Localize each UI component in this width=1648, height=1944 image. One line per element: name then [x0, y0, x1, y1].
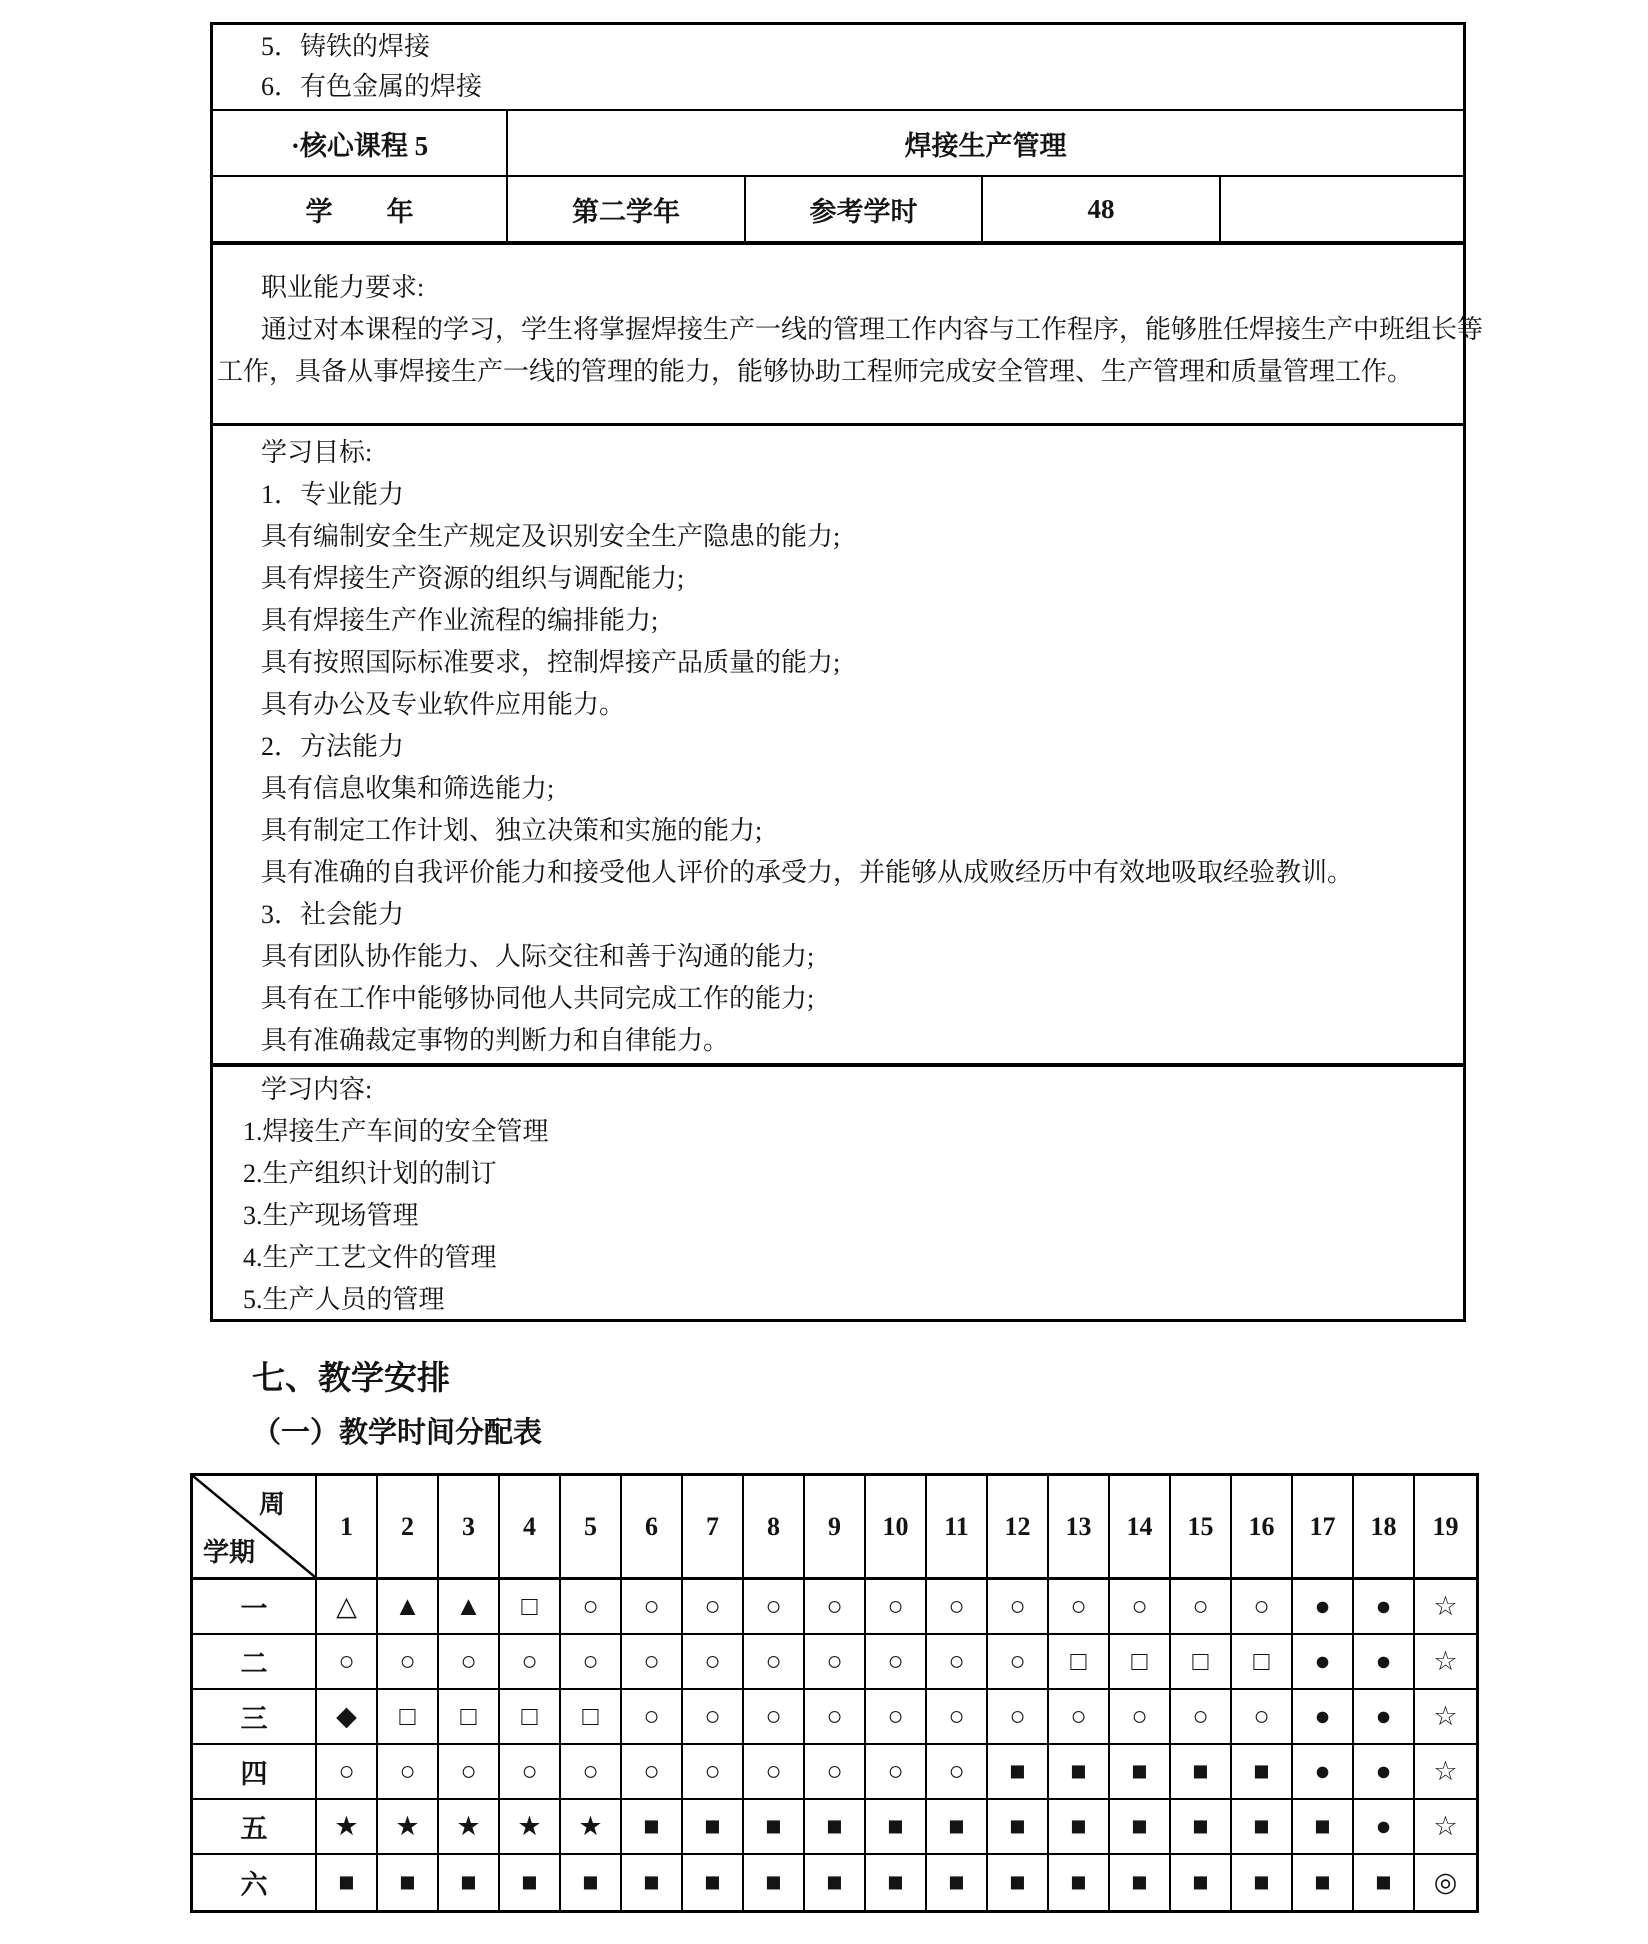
content-item: 2.生产组织计划的制订: [243, 1159, 497, 1188]
schedule-symbol: ○: [1232, 1690, 1293, 1745]
schedule-symbol: ■: [1232, 1745, 1293, 1800]
goal-line: 具有准确的自我评价能力和接受他人评价的承受力，并能够从成败经历中有效地吸取经验教训。: [261, 858, 1354, 887]
corner-cell: [193, 1476, 317, 1580]
schedule-symbol: ■: [561, 1855, 622, 1910]
schedule-symbol: ○: [1049, 1690, 1110, 1745]
week-number: 13: [1049, 1476, 1110, 1580]
goal-line: 具有编制安全生产规定及识别安全生产隐患的能力;: [261, 522, 841, 551]
schedule-symbol: ○: [1171, 1690, 1232, 1745]
schedule-symbol: ○: [866, 1690, 927, 1745]
hours-value: 48: [983, 177, 1221, 241]
schedule-symbol: ○: [866, 1635, 927, 1690]
schedule-symbol: ○: [317, 1635, 378, 1690]
schedule-symbol: ○: [805, 1745, 866, 1800]
week-number: 10: [866, 1476, 927, 1580]
schedule-symbol: ★: [561, 1800, 622, 1855]
schedule-symbol: ■: [744, 1800, 805, 1855]
year-row: [213, 175, 1463, 241]
contents-heading: 学习内容:: [261, 1075, 373, 1104]
schedule-symbol: ○: [378, 1635, 439, 1690]
week-number: 1: [317, 1476, 378, 1580]
schedule-symbol: ○: [805, 1690, 866, 1745]
semester-label: 四: [193, 1745, 317, 1800]
schedule-symbol: ●: [1354, 1745, 1415, 1800]
week-number: 6: [622, 1476, 683, 1580]
schedule-symbol: ○: [622, 1745, 683, 1800]
schedule-symbol: ■: [1232, 1855, 1293, 1910]
goal-line: 具有准确裁定事物的判断力和自律能力。: [261, 1026, 730, 1055]
schedule-symbol: ■: [1171, 1745, 1232, 1800]
schedule-symbol: ○: [988, 1580, 1049, 1635]
schedule-symbol: ○: [744, 1690, 805, 1745]
schedule-symbol: ■: [683, 1800, 744, 1855]
semester-label: 一: [193, 1580, 317, 1635]
schedule-symbol: □: [1232, 1635, 1293, 1690]
schedule-symbol: ○: [500, 1745, 561, 1800]
semester-label: 五: [193, 1800, 317, 1855]
schedule-symbol: ○: [561, 1635, 622, 1690]
schedule-symbol: ■: [988, 1745, 1049, 1800]
goal-line: 具有信息收集和筛选能力;: [261, 774, 555, 803]
schedule-symbol: ▲: [378, 1580, 439, 1635]
requirements-line: 通过对本课程的学习，学生将掌握焊接生产一线的管理工作内容与工作程序，能够胜任焊接生产中班组长等: [261, 315, 1484, 344]
week-number: 8: [744, 1476, 805, 1580]
schedule-symbol: ○: [927, 1580, 988, 1635]
schedule-symbol: ☆: [1415, 1635, 1476, 1690]
semester-axis-label: 学期: [203, 1538, 256, 1567]
schedule-symbol: ■: [1354, 1855, 1415, 1910]
week-number: 14: [1110, 1476, 1171, 1580]
schedule-symbol: ●: [1293, 1580, 1354, 1635]
goals-cell: [213, 423, 1463, 1063]
week-number: 2: [378, 1476, 439, 1580]
schedule-symbol: □: [378, 1690, 439, 1745]
schedule-symbol: ○: [988, 1635, 1049, 1690]
schedule-symbol: △: [317, 1580, 378, 1635]
schedule-symbol: ■: [1171, 1855, 1232, 1910]
week-number: 16: [1232, 1476, 1293, 1580]
schedule-symbol: ■: [1110, 1855, 1171, 1910]
week-number: 12: [988, 1476, 1049, 1580]
content-item: 1.焊接生产车间的安全管理: [243, 1117, 549, 1146]
goal-line: 3．社会能力: [261, 900, 405, 929]
schedule-symbol: ●: [1354, 1580, 1415, 1635]
schedule-symbol: ○: [1049, 1580, 1110, 1635]
schedule-symbol: ■: [927, 1800, 988, 1855]
week-number: 4: [500, 1476, 561, 1580]
goal-line: 具有按照国际标准要求，控制焊接产品质量的能力;: [261, 648, 841, 677]
schedule-symbol: ○: [683, 1690, 744, 1745]
requirements-heading: 职业能力要求:: [261, 273, 425, 302]
schedule-symbol: ●: [1354, 1635, 1415, 1690]
schedule-symbol: ■: [500, 1855, 561, 1910]
schedule-symbol: ■: [744, 1855, 805, 1910]
schedule-symbol: ■: [866, 1855, 927, 1910]
goal-line: 具有在工作中能够协同他人共同完成工作的能力;: [261, 984, 815, 1013]
year-label: 学 年: [213, 177, 508, 241]
schedule-symbol: □: [439, 1690, 500, 1745]
schedule-symbol: ☆: [1415, 1690, 1476, 1745]
course-table: [210, 22, 1484, 1322]
schedule-symbol: ○: [1232, 1580, 1293, 1635]
schedule-symbol: ○: [927, 1690, 988, 1745]
schedule-symbol: ■: [1110, 1800, 1171, 1855]
course-header-row: [213, 109, 1463, 175]
schedule-symbol: ○: [744, 1635, 805, 1690]
schedule-symbol: ○: [805, 1580, 866, 1635]
week-axis-label: 周: [259, 1490, 286, 1519]
schedule-symbol: ■: [1232, 1800, 1293, 1855]
schedule-symbol: ○: [378, 1745, 439, 1800]
schedule-symbol: ■: [1049, 1745, 1110, 1800]
schedule-symbol: ●: [1354, 1690, 1415, 1745]
schedule-symbol: ■: [1049, 1800, 1110, 1855]
schedule-symbol: □: [500, 1580, 561, 1635]
schedule-symbol: ▲: [439, 1580, 500, 1635]
contents-list: [213, 1111, 1463, 1321]
content-item: 3.生产现场管理: [243, 1201, 419, 1230]
week-number: 15: [1171, 1476, 1232, 1580]
schedule-symbol: ○: [927, 1745, 988, 1800]
schedule-symbol: ○: [927, 1635, 988, 1690]
schedule-symbol: ■: [988, 1855, 1049, 1910]
schedule-symbol: ○: [622, 1635, 683, 1690]
goal-line: 具有焊接生产作业流程的编排能力;: [261, 606, 659, 635]
goal-line: 具有办公及专业软件应用能力。: [261, 690, 626, 719]
schedule-symbol: ○: [683, 1635, 744, 1690]
contents-cell: [213, 1063, 1463, 1319]
schedule-symbol: ○: [622, 1690, 683, 1745]
requirements-cell: [213, 241, 1484, 423]
schedule-symbol: ○: [866, 1580, 927, 1635]
schedule-symbol: ■: [1049, 1855, 1110, 1910]
schedule-symbol: ●: [1354, 1800, 1415, 1855]
schedule-symbol: ■: [622, 1855, 683, 1910]
hours-label: 参考学时: [746, 177, 983, 241]
schedule-symbol: ◎: [1433, 1867, 1458, 1897]
course-item-line: 5．铸铁的焊接: [261, 32, 431, 61]
course-title: 焊接生产管理: [904, 130, 1067, 161]
schedule-symbol: ■: [1293, 1855, 1354, 1910]
schedule-symbol: ○: [683, 1580, 744, 1635]
schedule-symbol: ■: [622, 1800, 683, 1855]
requirements-line: 工作，具备从事焊接生产一线的管理的能力，能够协助工程师完成安全管理、生产管理和质量管理工作。: [217, 357, 1414, 386]
goal-line: 学习目标:: [261, 438, 373, 467]
schedule-symbol: ○: [622, 1580, 683, 1635]
goal-line: 具有团队协作能力、人际交往和善于沟通的能力;: [261, 942, 815, 971]
schedule-symbol: ■: [1171, 1800, 1232, 1855]
schedule-symbol: ○: [561, 1580, 622, 1635]
goal-line: 具有焊接生产资源的组织与调配能力;: [261, 564, 685, 593]
week-number: 17: [1293, 1476, 1354, 1580]
week-number: 18: [1354, 1476, 1415, 1580]
week-number: 5: [561, 1476, 622, 1580]
welding-items-cell: [213, 25, 1463, 109]
schedule-symbol: ■: [988, 1800, 1049, 1855]
week-number: 3: [439, 1476, 500, 1580]
course-item-line: 6．有色金属的焊接: [261, 72, 483, 101]
schedule-symbol: ◆: [317, 1690, 378, 1745]
schedule-symbol: ○: [1110, 1690, 1171, 1745]
schedule-symbol: ○: [561, 1745, 622, 1800]
schedule-symbol: ○: [439, 1635, 500, 1690]
schedule-symbol: ★: [439, 1800, 500, 1855]
semester-label: 三: [193, 1690, 317, 1745]
schedule-symbol: ○: [439, 1745, 500, 1800]
schedule-symbol: □: [1171, 1635, 1232, 1690]
schedule-symbol: ■: [378, 1855, 439, 1910]
schedule-symbol: ■: [805, 1800, 866, 1855]
schedule-symbol: ○: [1110, 1580, 1171, 1635]
week-number: 11: [927, 1476, 988, 1580]
schedule-table: [190, 1473, 1479, 1913]
schedule-symbol: □: [1110, 1635, 1171, 1690]
schedule-symbol: ☆: [1415, 1745, 1476, 1800]
schedule-symbol: ■: [1110, 1745, 1171, 1800]
schedule-symbol: ☆: [1415, 1800, 1476, 1855]
schedule-symbol: ○: [1171, 1580, 1232, 1635]
schedule-symbol: ○: [988, 1690, 1049, 1745]
core-course-label: ·核心课程 5: [213, 111, 508, 175]
schedule-symbol: ○: [744, 1745, 805, 1800]
schedule-symbol: ☆: [1415, 1580, 1476, 1635]
semester-label: 二: [193, 1635, 317, 1690]
schedule-symbol: ●: [1293, 1690, 1354, 1745]
schedule-symbol: ■: [805, 1855, 866, 1910]
schedule-symbol: ○: [317, 1745, 378, 1800]
schedule-symbol: ■: [866, 1800, 927, 1855]
schedule-symbol: ■: [439, 1855, 500, 1910]
week-number: 19: [1415, 1476, 1476, 1580]
schedule-symbol: ★: [378, 1800, 439, 1855]
week-number: 7: [683, 1476, 744, 1580]
semester-label: 六: [193, 1855, 317, 1910]
schedule-symbol: ○: [744, 1580, 805, 1635]
goal-line: 2．方法能力: [261, 732, 405, 761]
content-item: 4.生产工艺文件的管理: [243, 1243, 497, 1272]
schedule-symbol: ■: [927, 1855, 988, 1910]
schedule-symbol: □: [561, 1690, 622, 1745]
schedule-symbol: □: [500, 1690, 561, 1745]
empty-cell: [1221, 177, 1463, 241]
schedule-symbol: ●: [1293, 1745, 1354, 1800]
goal-line: 1．专业能力: [261, 480, 405, 509]
section-heading: 七、教学安排: [252, 1361, 450, 1397]
schedule-symbol: ■: [317, 1855, 378, 1910]
schedule-symbol: ○: [500, 1635, 561, 1690]
schedule-symbol: ■: [683, 1855, 744, 1910]
year-value: 第二学年: [508, 177, 746, 241]
schedule-symbol: ■: [1293, 1800, 1354, 1855]
schedule-symbol: □: [1049, 1635, 1110, 1690]
subsection-heading: （一）教学时间分配表: [252, 1417, 543, 1449]
schedule-symbol: ○: [805, 1635, 866, 1690]
content-item: 5.生产人员的管理: [243, 1285, 445, 1314]
schedule-symbol: ●: [1293, 1635, 1354, 1690]
schedule-symbol: ★: [500, 1800, 561, 1855]
goal-line: 具有制定工作计划、独立决策和实施的能力;: [261, 816, 763, 845]
schedule-symbol: ★: [317, 1800, 378, 1855]
schedule-symbol: ○: [866, 1745, 927, 1800]
schedule-symbol: ○: [683, 1745, 744, 1800]
week-number: 9: [805, 1476, 866, 1580]
